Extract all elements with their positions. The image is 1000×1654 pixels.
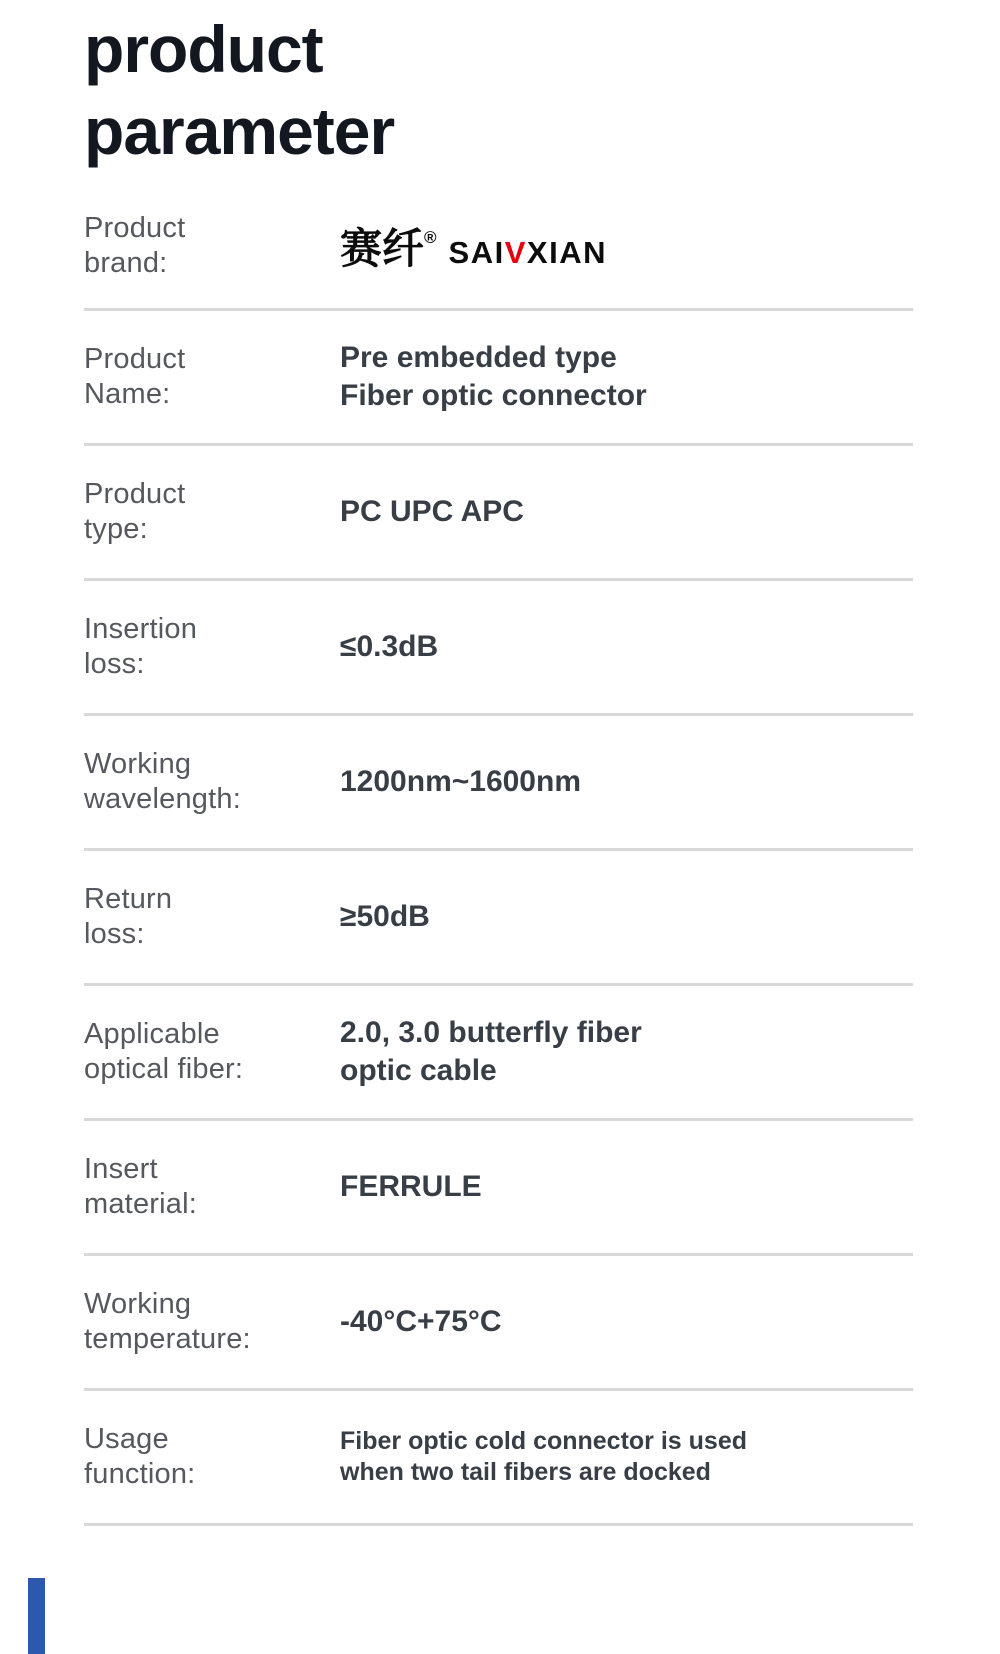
row-label-line: Working — [84, 748, 192, 780]
row-label-line: Product — [84, 212, 186, 244]
row-label — [84, 1152, 340, 1222]
row-value-line: ≥50dB — [340, 900, 430, 933]
row-label-line: Name: — [84, 378, 171, 410]
decor-blue-bar — [28, 1578, 45, 1654]
row-label-line: function: — [84, 1458, 196, 1490]
spec-row — [84, 1391, 913, 1526]
row-value-line: -40°C+75°C — [340, 1305, 502, 1338]
registered-trademark-icon: ® — [424, 228, 437, 247]
spec-row — [84, 446, 913, 581]
row-label-line: wavelength: — [84, 783, 241, 815]
spec-row — [84, 184, 913, 311]
page-title-line-1: product — [84, 12, 323, 86]
row-value-line: 1200nm~1600nm — [340, 765, 581, 798]
row-label — [84, 211, 340, 281]
row-label — [84, 1017, 340, 1087]
row-value-line: PC UPC APC — [340, 495, 524, 528]
row-label-line: loss: — [84, 648, 145, 680]
spec-row — [84, 311, 913, 446]
row-value — [340, 1168, 913, 1206]
spec-row — [84, 581, 913, 716]
page-title — [84, 8, 913, 172]
row-label — [84, 612, 340, 682]
row-value — [340, 628, 913, 666]
row-label-line: optical fiber: — [84, 1053, 244, 1085]
page-title-line-2: parameter — [84, 94, 395, 168]
brand-logo-latin: SAIVXIAN — [448, 235, 607, 270]
row-label-line: Working — [84, 1288, 192, 1320]
row-label-line: brand: — [84, 247, 168, 279]
row-label — [84, 1287, 340, 1357]
row-value-line: Pre embedded type — [340, 341, 617, 374]
row-label — [84, 1422, 340, 1492]
row-value-line: 2.0, 3.0 butterfly fiber — [340, 1016, 642, 1049]
spec-row — [84, 986, 913, 1121]
spec-row — [84, 1256, 913, 1391]
spec-table — [84, 184, 913, 1526]
row-value-line: when two tail fibers are docked — [340, 1458, 711, 1486]
row-value-line: ≤0.3dB — [340, 630, 439, 663]
row-label-line: Insertion — [84, 613, 198, 645]
row-label — [84, 747, 340, 817]
brand-logo-chinese: 赛纤 — [340, 224, 425, 273]
row-label-line: Usage — [84, 1423, 169, 1455]
row-value — [340, 898, 913, 936]
row-label-line: Product — [84, 478, 186, 510]
row-value — [340, 1426, 913, 1488]
row-value — [340, 339, 913, 415]
row-value-line: Fiber optic connector — [340, 379, 647, 412]
row-label — [84, 477, 340, 547]
row-label-line: loss: — [84, 918, 145, 950]
row-value — [340, 1014, 913, 1090]
row-label-line: Product — [84, 343, 186, 375]
spec-row — [84, 716, 913, 851]
row-value — [340, 1303, 913, 1341]
row-value-line: Fiber optic cold connector is used — [340, 1427, 748, 1455]
row-label-line: temperature: — [84, 1323, 251, 1355]
row-value — [340, 493, 913, 531]
brand-logo — [340, 219, 913, 273]
brand-logo-red-letter: V — [504, 235, 527, 270]
row-label-line: Return — [84, 883, 173, 915]
spec-row — [84, 851, 913, 986]
row-label-line: Applicable — [84, 1018, 220, 1050]
row-label — [84, 342, 340, 412]
row-label — [84, 882, 340, 952]
row-label-line: type: — [84, 513, 148, 545]
row-value — [340, 763, 913, 801]
row-label-line: material: — [84, 1188, 197, 1220]
spec-row — [84, 1121, 913, 1256]
row-value-line: optic cable — [340, 1054, 497, 1087]
row-value-line: FERRULE — [340, 1170, 482, 1203]
row-label-line: Insert — [84, 1153, 158, 1185]
